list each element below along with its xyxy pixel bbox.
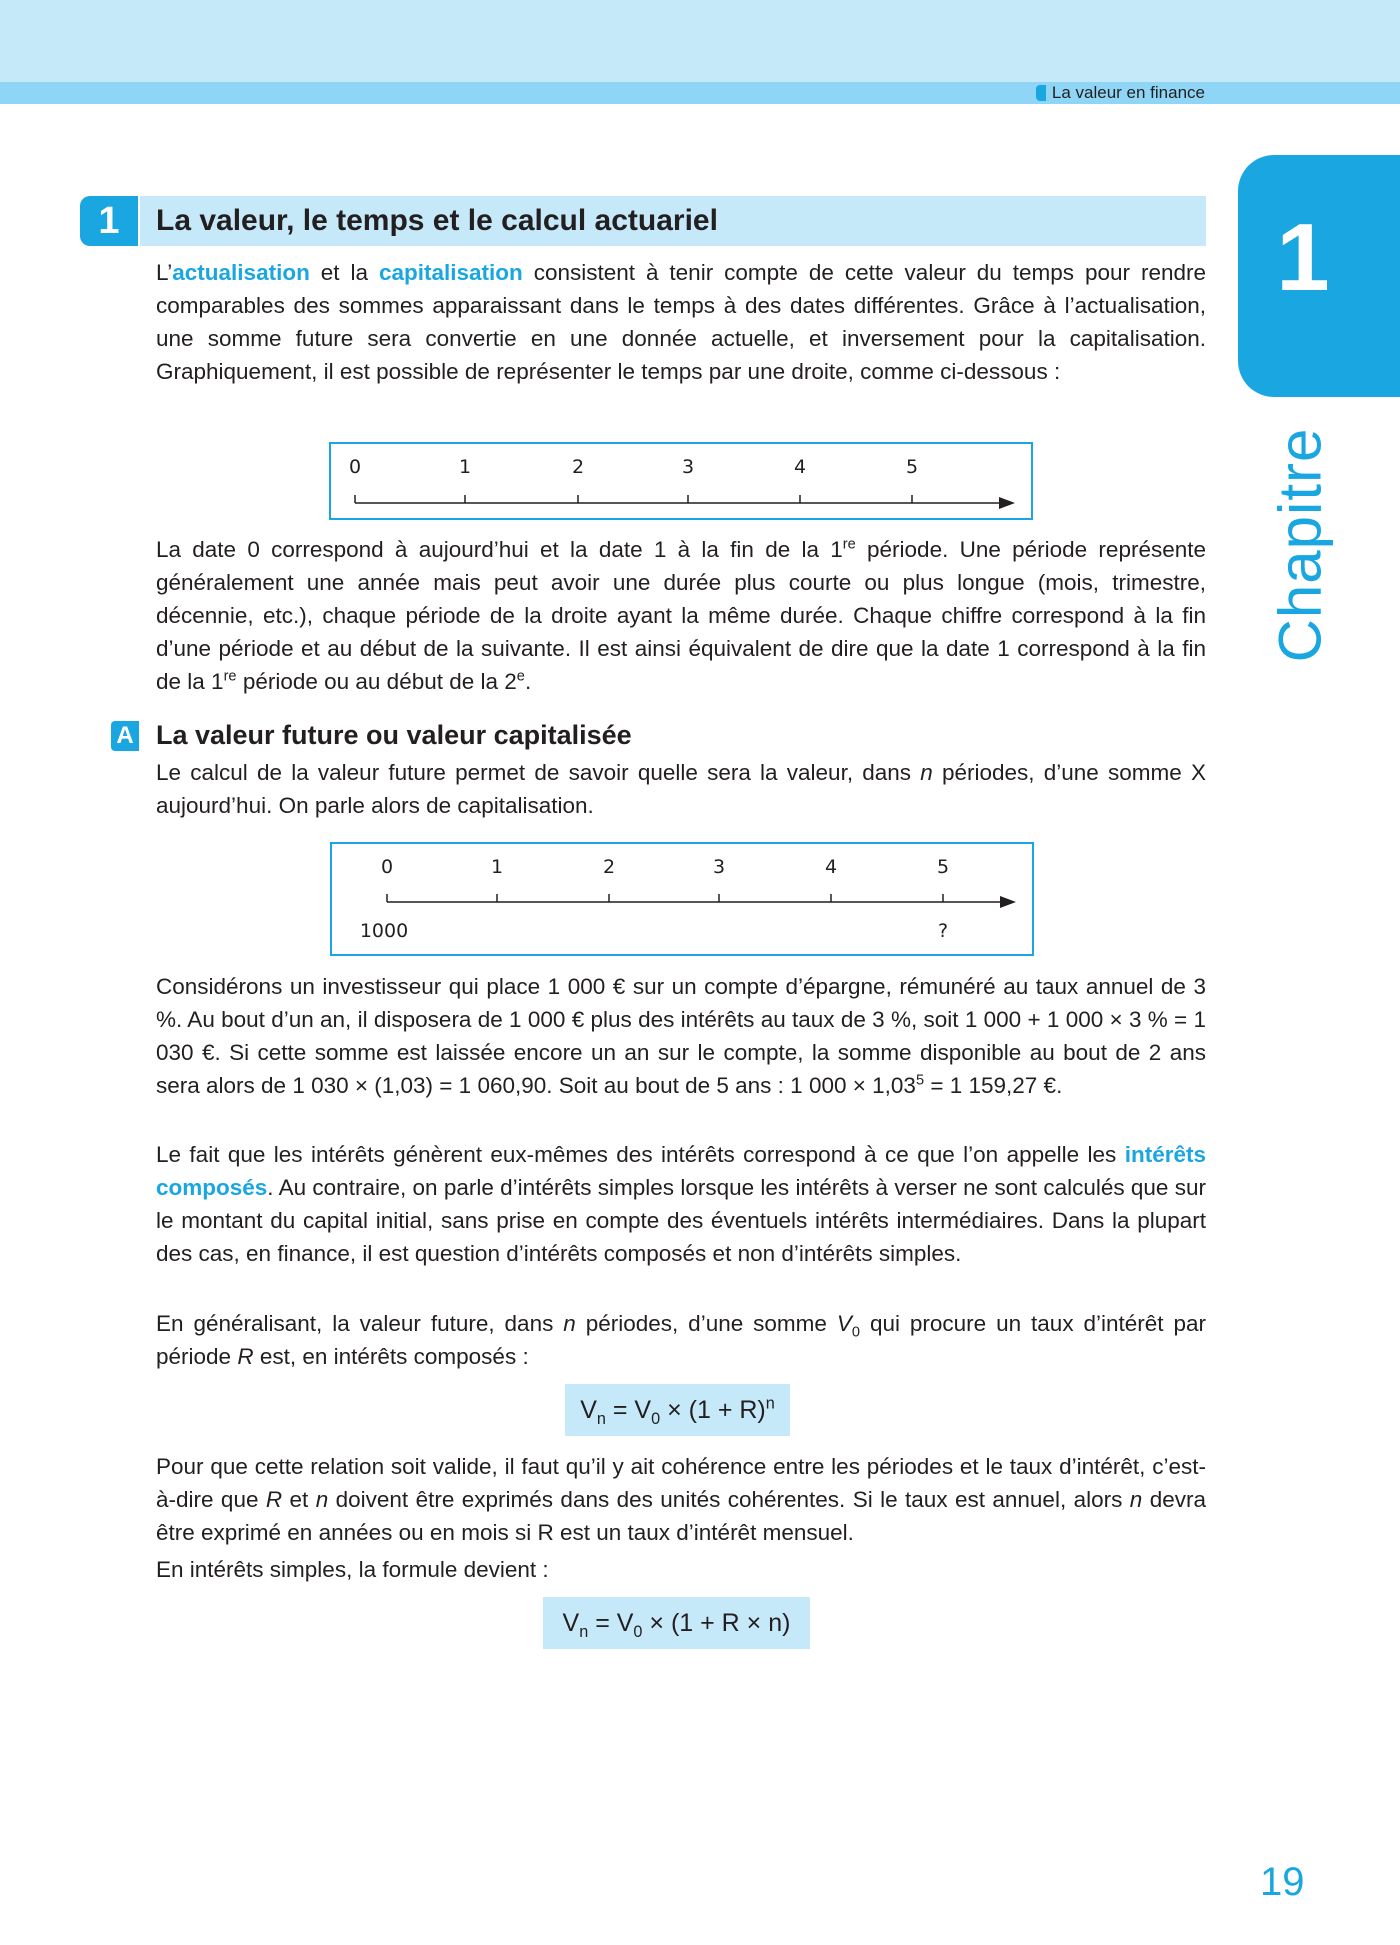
investor-example: Considérons un investisseur qui place 1 000 € sur un compte d’épargne, rémunéré au taux annuel de 3 %. Au bout d’un an, il disposera de 1 000 € plus des intérêts au taux de 3 %, soit 1 000 + 1 000 × 3 % = 1 030 €. Si cette somme est laissée encore un an sur le compte, la somme disponible au bout de 2 ans sera alors de 1 030 × (1,03) = 1 060,90. Soit au bout de 5 ans : 1 $000 \times 1,03^5 = 1$ 159,27 €. <box>156 974 1206 1098</box>
timeline-axis-2 <box>332 844 1032 954</box>
keyword-capitalisation: capitalisation <box>378 260 523 285</box>
timeline-1-tick-4: 4 <box>793 456 807 478</box>
timeline-2-tick-5: 5 <box>936 856 950 878</box>
section-number: 1 <box>80 196 138 246</box>
timeline-diagram-2 <box>330 842 1034 956</box>
page-number: 19 <box>1260 1860 1305 1904</box>
timeline-2-end-value: ? <box>937 920 949 942</box>
keyword-actualisation: actualisation <box>172 260 310 285</box>
simple-interest-intro: En intérêts simples, la formule devient : <box>156 1557 549 1582</box>
coherence-paragraph: Pour que cette relation soit valide, il faut qu’il y ait cohérence entre les périodes et le taux d’intérêt, c’est-à-dire que R et n doivent être exprimés dans des unités cohérentes. Si le taux est annuel, alors n devra être exprimé en années ou en mois si R est un taux d’intérêt mensuel. <box>156 1454 1206 1545</box>
date-explanation: La date 0 correspond à aujourd’hui et la date 1 à la fin de la 1re période. Une période représente généralement une année mais peut avoir une durée plus courte ou plus longue (mois, trimestre, décennie, etc.), chaque période de la droite ayant la même durée. Chaque chiffre correspond à la fin d’une période et au début de la suivante. Il est ainsi équivalent de dire que la date 1 correspond à la fin de la 1re période ou au début de la 2e. <box>156 536 1207 694</box>
subsection-title: La valeur future ou valeur capitalisée <box>156 720 632 750</box>
simple-interest-formula: $V_n = V_0 \times (1 + R \times n)$ <box>543 1597 810 1649</box>
timeline-2-tick-3: 3 <box>712 856 726 878</box>
section-intro: L’actualisation et la capitalisation consistent à tenir compte de cette valeur du temps pour rendre comparables des sommes apparaissant dans le temps à des dates différentes. Grâce à l’actualisation, une somme future sera convertie en une donnée actuelle, et inversement pour la capitalisation. Graphiquement, il est possible de représenter le temps par une droite, comme ci-dessous : <box>156 260 1207 384</box>
chapter-number: 1 <box>1276 204 1330 311</box>
subsection-intro: Le calcul de la valeur future permet de savoir quelle sera la valeur, dans n périodes, d’une somme X aujourd’hui. On parle alors de capitalisation. <box>156 760 1206 818</box>
timeline-diagram-1 <box>329 442 1033 520</box>
timeline-1-tick-5: 5 <box>905 456 919 478</box>
section-title: La valeur, le temps et le calcul actuariel <box>156 204 718 237</box>
timeline-1-tick-2: 2 <box>571 456 585 478</box>
timeline-2-tick-0: 0 <box>380 856 394 878</box>
compound-interest-formula: $V_n = V_0 \times (1 + R)^n$ <box>565 1384 790 1436</box>
chapter-label: Chapitre <box>1266 427 1334 663</box>
keyword-interets-composes: intérêts composés <box>156 1142 1206 1200</box>
timeline-1-tick-1: 1 <box>458 456 472 478</box>
timeline-2-tick-4: 4 <box>824 856 838 878</box>
top-band <box>0 0 1400 82</box>
compound-interest-paragraph: Le fait que les intérêts génèrent eux-mêmes des intérêts correspond à ce que l’on appelle les intérêts composés. Au contraire, on parle d’intérêts simples lorsque les intérêts à verser ne sont calculés que sur le montant du capital initial, sans prise en compte des éventuels intérêts intermédiaires. Dans la plupart des cas, en finance, il est question d’intérêts composés et non d’intérêts simples. <box>156 1142 1206 1266</box>
timeline-1-tick-0: 0 <box>348 456 362 478</box>
subsection-letter: A <box>111 721 139 751</box>
timeline-1-tick-3: 3 <box>681 456 695 478</box>
timeline-2-tick-1: 1 <box>490 856 504 878</box>
running-head: La valeur en finance <box>1038 82 1205 104</box>
timeline-2-start-value: 1000 <box>359 920 409 942</box>
generalisation-paragraph: En généralisant, la valeur future, dans n périodes, d’une somme $V_0$ qui procure un taux d’intérêt par période R est, en intérêts composés : <box>156 1311 1206 1369</box>
timeline-2-tick-2: 2 <box>602 856 616 878</box>
